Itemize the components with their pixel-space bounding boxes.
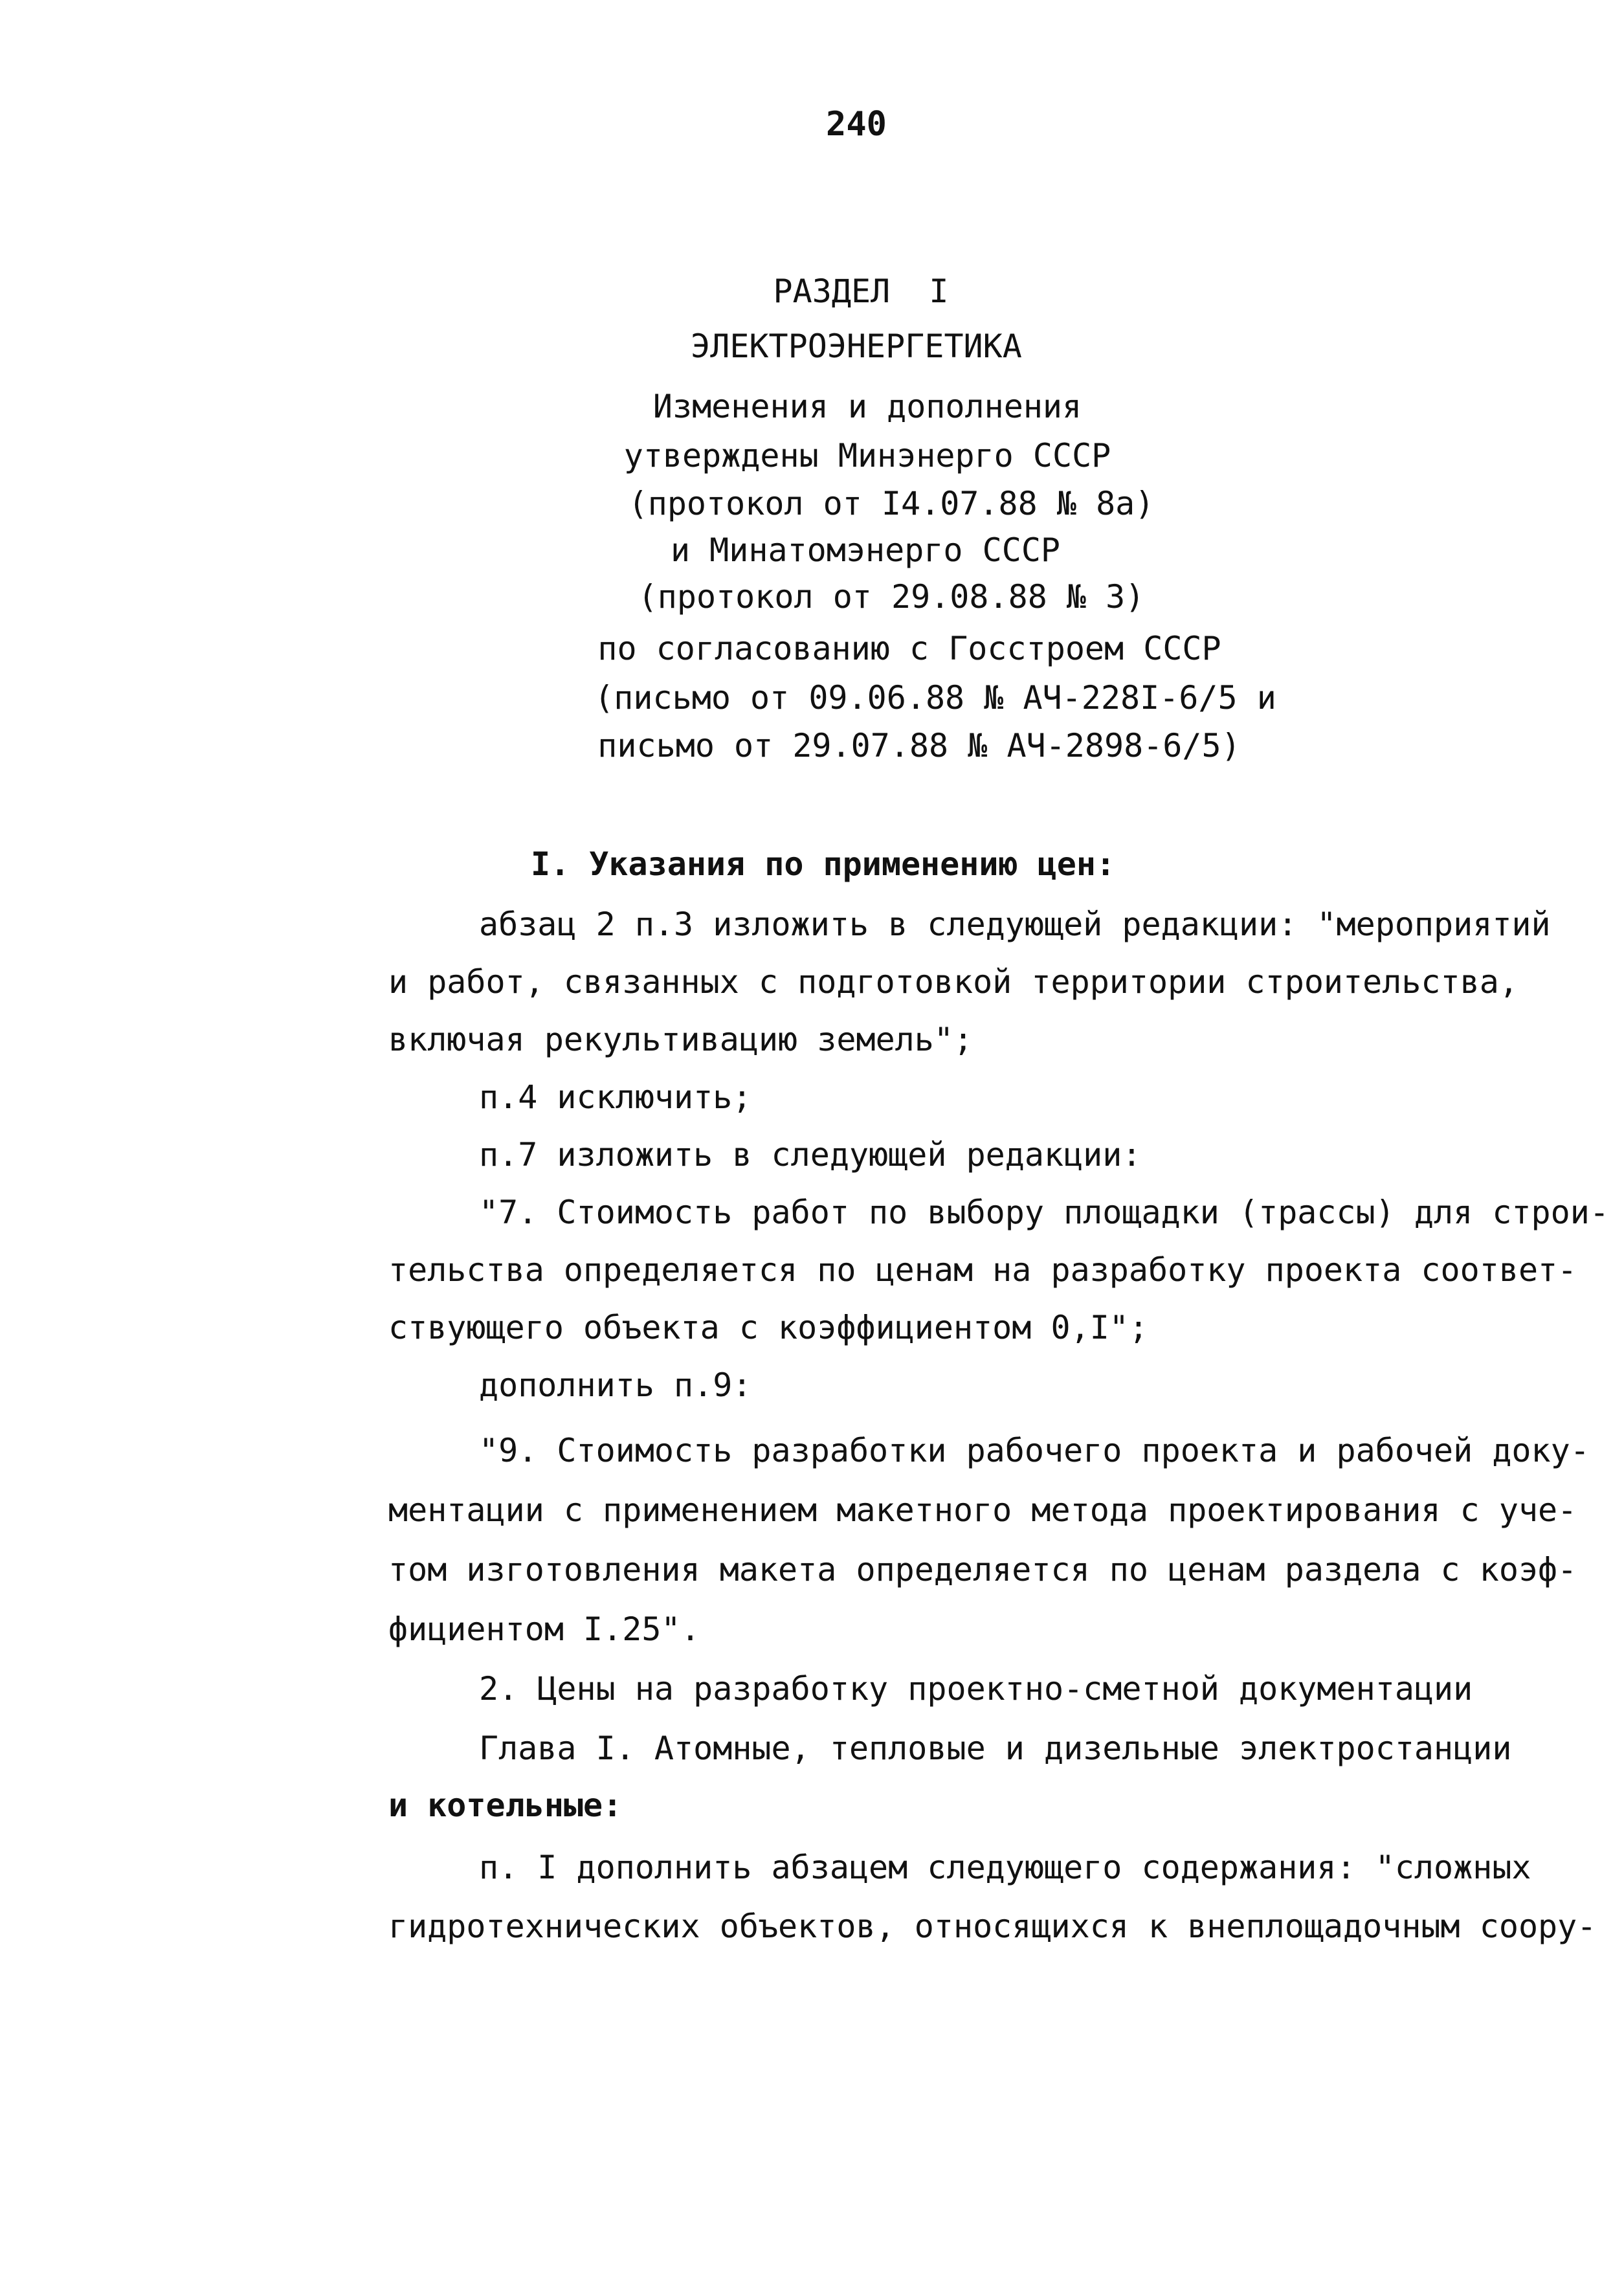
paragraph-line: и работ, связанных с подготовкой территории строительства, [388, 963, 1518, 1001]
approval-line: (протокол от 29.08.88 № 3) [638, 578, 1145, 616]
paragraph-line: абзац 2 п.3 изложить в следующей редакции: "мероприятий [479, 906, 1551, 943]
agreement-line: письмо от 29.07.88 № АЧ-2898-6/5) [597, 727, 1241, 764]
paragraph-line: тельства определяется по ценам на разработку проекта соответ- [388, 1251, 1577, 1289]
paragraph-line: п. I дополнить абзацем следующего содержания: "сложных [479, 1849, 1531, 1886]
paragraph-line: включая рекультивацию земель"; [388, 1021, 973, 1058]
agreement-line: (письмо от 09.06.88 № АЧ-228I-6/5 и [594, 679, 1276, 717]
paragraph-line: дополнить п.9: [479, 1366, 752, 1404]
paragraph-line: "9. Стоимость разработки рабочего проекта и рабочей доку- [479, 1432, 1590, 1469]
page-number: 240 [826, 105, 887, 144]
paragraph-line: I. Указания по применению цен: [531, 845, 1116, 883]
paragraph-line: ментации с применением макетного метода проектирования с уче- [388, 1491, 1577, 1529]
paragraph-line: п.4 исключить; [479, 1078, 752, 1116]
approval-line: утверждены Минэнерго СССР [623, 437, 1111, 474]
approval-line: Изменения и дополнения [652, 388, 1082, 425]
approval-line: и Минатомэнерго СССР [670, 531, 1061, 569]
paragraph-line: ствующего объекта с коэффициентом 0,I"; [388, 1309, 1148, 1346]
section-title: ЭЛЕКТРОЭНЕРГЕТИКА [691, 328, 1022, 365]
paragraph-line: Глава I. Атомные, тепловые и дизельные электростанции [479, 1730, 1512, 1767]
paragraph-line: и котельные: [388, 1787, 623, 1824]
paragraph-line: том изготовления макета определяется по ценам раздела с коэф- [388, 1551, 1577, 1588]
paragraph-line: фициентом I.25". [388, 1610, 700, 1648]
paragraph-line: 2. Цены на разработку проектно-сметной документации [479, 1670, 1473, 1708]
paragraph-line: гидротехнических объектов, относящихся к внеплощадочным соору- [388, 1908, 1597, 1945]
agreement-line: по согласованию с Госстроем СССР [597, 630, 1221, 667]
section-heading: РАЗДЕЛ I [773, 273, 949, 310]
paragraph-line: п.7 изложить в следующей редакции: [479, 1136, 1142, 1174]
paragraph-line: "7. Стоимость работ по выбору площадки (трассы) для строи- [479, 1194, 1609, 1231]
approval-line: (протокол от I4.07.88 № 8а) [628, 485, 1155, 522]
